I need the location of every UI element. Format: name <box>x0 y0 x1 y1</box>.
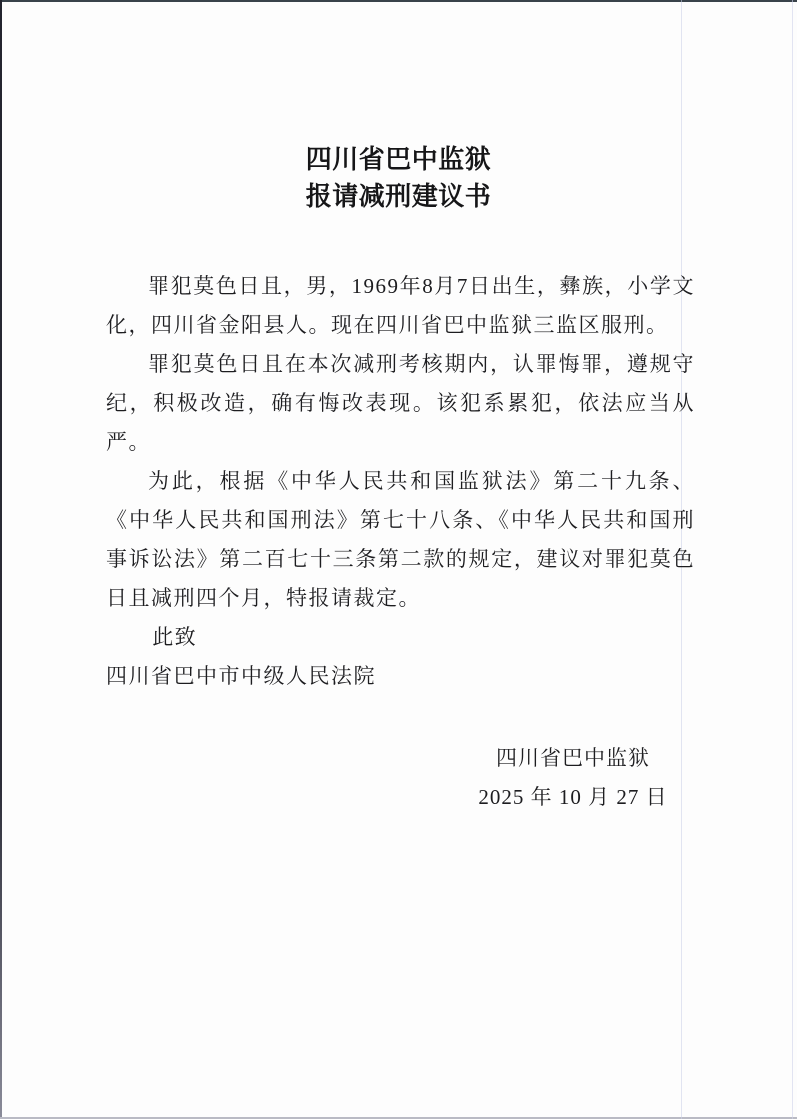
document-title-line-1: 四川省巴中监狱 <box>305 145 492 174</box>
document-title <box>0 141 797 215</box>
body-paragraph-2: 罪犯莫色日且在本次减刑考核期内，认罪悔罪，遵规守纪，积极改造，确有悔改表现。该犯系累犯，依法应当从严。 <box>106 352 695 454</box>
closing-recipient-court: 四川省巴中市中级人民法院 <box>106 664 376 688</box>
document-body <box>106 267 695 696</box>
body-paragraph-3: 为此，根据《中华人民共和国监狱法》第二十九条、《中华人民共和国刑法》第七十八条、《中华人民共和国刑事诉讼法》第二百七十三条第二款的规定，建议对罪犯莫色日且减刑四个月，特报请裁定。 <box>106 469 695 610</box>
body-paragraph-1: 罪犯莫色日且，男，1969年8月7日出生，彝族，小学文化，四川省金阳县人。现在四川省巴中监狱三监区服刑。 <box>106 274 695 337</box>
scan-artifact-top-edge <box>0 0 797 2</box>
document-title-line-2: 报请减刑建议书 <box>305 182 492 211</box>
signature-date: 2025 年 10 月 27 日 <box>478 785 668 809</box>
signature-block <box>473 739 673 817</box>
signature-organization: 四川省巴中监狱 <box>496 746 650 770</box>
closing-salutation: 此致 <box>152 625 198 649</box>
